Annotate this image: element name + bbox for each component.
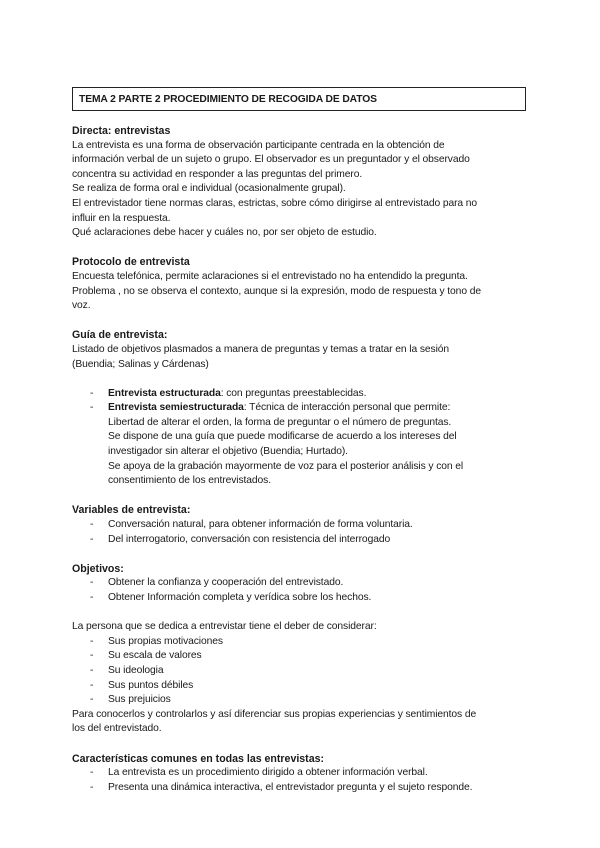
paragraph-line: Listado de objetivos plasmados a manera de preguntas y temas a tratar en la sesión bbox=[72, 343, 450, 355]
list-item bbox=[72, 635, 528, 650]
dash-bullet: - bbox=[90, 781, 94, 793]
document-title-box bbox=[72, 87, 526, 111]
dash-bullet: - bbox=[90, 767, 94, 779]
list-item-text: Su ideologia bbox=[108, 664, 164, 676]
caracteristicas-list bbox=[72, 766, 528, 795]
paragraph-line: Encuesta telefónica, permite aclaraciones si el entrevistado no ha entendido la pregunta. bbox=[72, 270, 468, 282]
heading-directa: Directa: entrevistas bbox=[72, 125, 171, 137]
list-item-text: Del interrogatorio, conversación con resistencia del interrogado bbox=[108, 533, 391, 545]
list-item-continuation: Se dispone de una guía que puede modificarse de acuerdo a los intereses del bbox=[108, 431, 457, 443]
document-page bbox=[72, 87, 528, 810]
document-title: TEMA 2 PARTE 2 PROCEDIMIENTO DE RECOGIDA DE DATOS bbox=[79, 93, 377, 105]
list-item-continuation: consentimiento de los entrevistados. bbox=[108, 475, 271, 487]
term-description: : Técnica de interacción personal que permite: bbox=[243, 402, 451, 414]
paragraph-line: Para conocerlos y controlarlos y así diferenciar sus propias experiencias y sentimientos de bbox=[72, 708, 477, 720]
paragraph-line: voz. bbox=[72, 300, 91, 312]
section-variables bbox=[72, 503, 528, 547]
list-item bbox=[72, 649, 528, 664]
paragraph-line: (Buendia; Salinas y Cárdenas) bbox=[72, 358, 209, 370]
dash-bullet: - bbox=[90, 664, 94, 676]
paragraph-line: influir en la respuesta. bbox=[72, 212, 171, 224]
list-item bbox=[72, 664, 528, 679]
list-item-continuation: Libertad de alterar el orden, la forma de preguntar o el número de preguntas. bbox=[108, 416, 452, 428]
heading-variables: Variables de entrevista: bbox=[72, 504, 191, 517]
list-item-text: Conversación natural, para obtener información de forma voluntaria. bbox=[108, 519, 413, 531]
dash-bullet: - bbox=[90, 577, 94, 589]
list-item bbox=[72, 781, 528, 796]
list-item bbox=[72, 518, 528, 533]
objetivos-list bbox=[72, 576, 528, 605]
paragraph-line: La persona que se dedica a entrevistar tiene el deber de considerar: bbox=[72, 621, 377, 633]
term-description: : con preguntas preestablecidas. bbox=[220, 387, 367, 399]
spacer bbox=[72, 372, 528, 387]
paragraph-line: Problema , no se observa el contexto, aunque si la expresión, modo de respuesta y tono de bbox=[72, 285, 481, 297]
heading-guia: Guía de entrevista: bbox=[72, 329, 168, 342]
list-item-continuation: Se apoya de la grabación mayormente de voz para el posterior análisis y con el bbox=[108, 460, 464, 472]
section-persona bbox=[72, 620, 528, 737]
list-item bbox=[72, 387, 528, 402]
term-estructurada: Entrevista estructurada bbox=[108, 387, 221, 399]
paragraph-line: Qué aclaraciones debe hacer y cuáles no, por ser objeto de estudio. bbox=[72, 227, 377, 239]
list-item-text: La entrevista es un procedimiento dirigido a obtener información verbal. bbox=[108, 767, 428, 779]
persona-list bbox=[72, 635, 528, 708]
paragraph-line: información verbal de un sujeto o grupo. El observador es un preguntador y el observado bbox=[72, 154, 470, 166]
list-item-text: Sus prejuicios bbox=[108, 694, 171, 706]
section-guia bbox=[72, 328, 528, 489]
list-item bbox=[72, 693, 528, 708]
list-item bbox=[72, 401, 528, 489]
section-directa bbox=[72, 124, 528, 241]
heading-caracteristicas: Características comunes en todas las entrevistas: bbox=[72, 752, 325, 765]
paragraph-line: los del entrevistado. bbox=[72, 723, 162, 735]
list-item-text: Sus puntos débiles bbox=[108, 679, 194, 691]
dash-bullet: - bbox=[90, 533, 94, 545]
dash-bullet: - bbox=[90, 519, 94, 531]
variables-list bbox=[72, 518, 528, 547]
list-item bbox=[72, 591, 528, 606]
paragraph-line: El entrevistador tiene normas claras, estrictas, sobre cómo dirigirse al entrevistado para no bbox=[72, 197, 478, 209]
list-item bbox=[72, 766, 528, 781]
paragraph-line: Se realiza de forma oral e individual (ocasionalmente grupal). bbox=[72, 183, 346, 195]
dash-bullet: - bbox=[90, 402, 94, 414]
dash-bullet: - bbox=[90, 592, 94, 603]
list-item-text: Presenta una dinámica interactiva, el entrevistador pregunta y el sujeto responde. bbox=[108, 781, 473, 793]
list-item-text: Su escala de valores bbox=[108, 650, 202, 662]
paragraph-line: La entrevista es una forma de observación participante centrada en la obtención de bbox=[72, 139, 445, 151]
list-item-text: Obtener la confianza y cooperación del entrevistado. bbox=[108, 577, 344, 589]
section-caracteristicas bbox=[72, 752, 528, 796]
list-item-continuation: investigador sin alterar el objetivo (Buendia; Hurtado). bbox=[108, 446, 348, 458]
paragraph-line: concentra su actividad en responder a las preguntas del primero. bbox=[72, 168, 363, 180]
section-objetivos bbox=[72, 562, 528, 606]
dash-bullet: - bbox=[90, 694, 94, 706]
term-semiestructurada: Entrevista semiestructurada bbox=[108, 402, 244, 414]
list-item bbox=[72, 576, 528, 591]
list-item-text: Sus propias motivaciones bbox=[108, 635, 223, 647]
guia-list bbox=[72, 387, 528, 489]
list-item-text: Obtener Información completa y verídica sobre los hechos. bbox=[108, 592, 372, 603]
list-item bbox=[72, 533, 528, 548]
section-protocolo bbox=[72, 255, 528, 313]
dash-bullet: - bbox=[90, 679, 94, 691]
dash-bullet: - bbox=[90, 387, 94, 399]
list-item bbox=[72, 679, 528, 694]
dash-bullet: - bbox=[90, 635, 94, 647]
heading-objetivos: Objetivos: bbox=[72, 562, 124, 575]
heading-protocolo: Protocolo de entrevista bbox=[72, 256, 190, 269]
dash-bullet: - bbox=[90, 650, 94, 662]
